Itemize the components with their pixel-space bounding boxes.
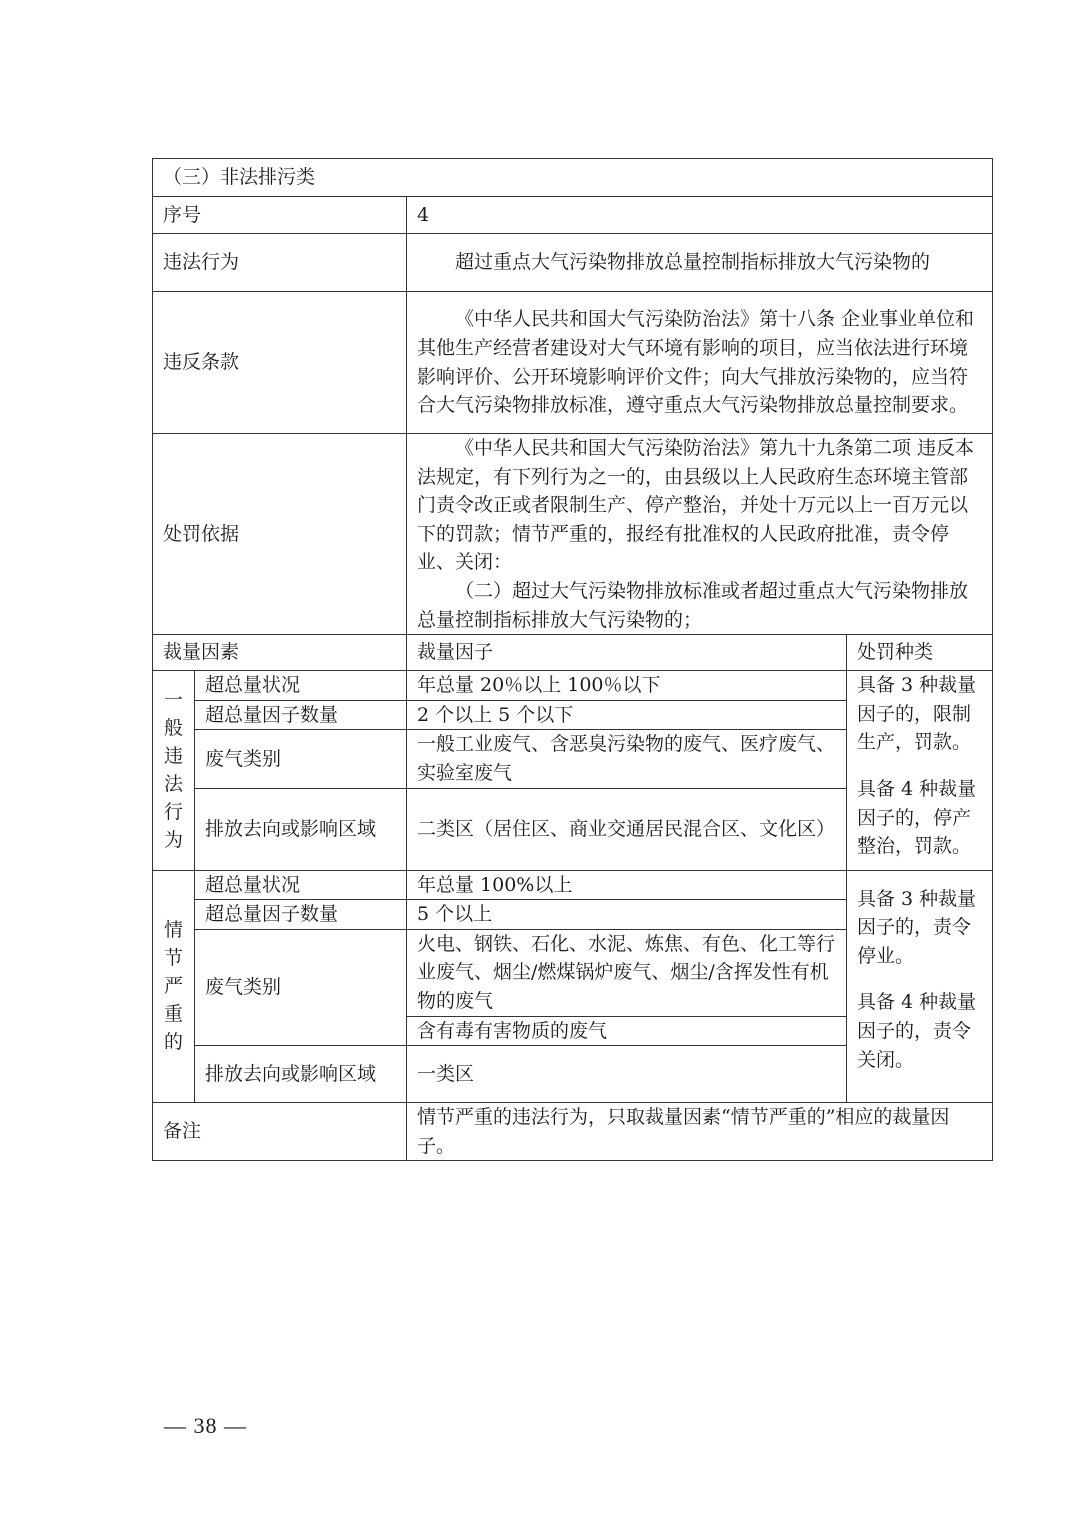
- serious-group-label: 情 节 严 重 的: [153, 870, 195, 1103]
- basis-label: 处罚依据: [153, 434, 407, 635]
- factor-header-penalty: 处罚种类: [847, 635, 993, 671]
- serial-label: 序号: [153, 197, 407, 234]
- clause-label: 违反条款: [153, 292, 407, 434]
- general-factor: 超总量状况: [195, 671, 407, 701]
- serious-factor-value: 一类区: [407, 1046, 847, 1103]
- basis-item: （二）超过大气污染物排放标准或者超过重点大气污染物排放总量控制指标排放大气污染物的；: [417, 579, 969, 631]
- general-group-label: 一 般 违 法 行 为: [153, 671, 195, 870]
- serious-penalty: [847, 870, 993, 1103]
- violation-label: 违法行为: [153, 234, 407, 292]
- serious-factor-value: 年总量 100%以上: [407, 870, 847, 900]
- general-factor-value: 二类区（居住区、商业交通居民混合区、文化区）: [407, 788, 847, 870]
- general-factor: 废气类别: [195, 730, 407, 788]
- general-factor-value: 2 个以上 5 个以下: [407, 700, 847, 730]
- serious-factor-value: 含有毒有害物质的废气: [407, 1016, 847, 1046]
- general-factor-value: 一般工业废气、含恶臭污染物的废气、医疗废气、实验室废气: [407, 730, 847, 788]
- serious-factor-value: 火电、钢铁、石化、水泥、炼焦、有色、化工等行业废气、烟尘/燃煤锅炉废气、烟尘/含挥发性有机物的废气: [407, 929, 847, 1016]
- factor-header-element: 裁量因素: [153, 635, 407, 671]
- general-penalty-restrict: 具备 3 种裁量因子的，限制生产，罚款。: [857, 674, 977, 754]
- basis-value: [407, 434, 993, 635]
- serious-factor-value: 5 个以上: [407, 900, 847, 930]
- general-penalty: [847, 671, 993, 870]
- general-factor-value: 年总量 20％以上 100％以下: [407, 671, 847, 701]
- page-number: — 38 —: [164, 1413, 247, 1438]
- serious-factor: 超总量因子数量: [195, 900, 407, 930]
- violation-value: 超过重点大气污染物排放总量控制指标排放大气污染物的: [407, 234, 993, 292]
- remarks-value: 情节严重的违法行为，只取裁量因素“情节严重的”相应的裁量因子。: [407, 1103, 993, 1161]
- serial-value: 4: [407, 197, 993, 234]
- penalty-discretion-table: [152, 158, 993, 1161]
- remarks-label: 备注: [153, 1103, 407, 1161]
- general-factor: 超总量因子数量: [195, 700, 407, 730]
- clause-value: 《中华人民共和国大气污染防治法》第十八条 企业事业单位和其他生产经营者建设对大气环境有影响的项目，应当依法进行环境影响评价、公开环境影响评价文件；向大气排放污染物的，应当符合大气污染物排放标准，遵守重点大气污染物排放总量控制要求。: [407, 292, 993, 434]
- factor-header-factor: 裁量因子: [407, 635, 847, 671]
- serious-factor: 超总量状况: [195, 870, 407, 900]
- serious-factor: 排放去向或影响区域: [195, 1046, 407, 1103]
- serious-factor: 废气类别: [195, 929, 407, 1045]
- general-penalty-suspend: 具备 4 种裁量因子的，停产整治，罚款。: [857, 777, 977, 858]
- serious-penalty-close: 具备 4 种裁量因子的，责令关闭。: [857, 991, 977, 1071]
- general-factor: 排放去向或影响区域: [195, 788, 407, 870]
- serious-penalty-suspend: 具备 3 种裁量因子的，责令停业。: [857, 887, 977, 967]
- section-title: （三）非法排污类: [153, 159, 993, 197]
- basis-paragraph: 《中华人民共和国大气污染防治法》第九十九条第二项 违反本法规定，有下列行为之一的，由县级以上人民政府生态环境主管部门责令改正或者限制生产、停产整治，并处十万元以上一百万元以下的罚款；情节严重的，报经有批准权的人民政府批准，责令停业、关闭：: [417, 437, 975, 574]
